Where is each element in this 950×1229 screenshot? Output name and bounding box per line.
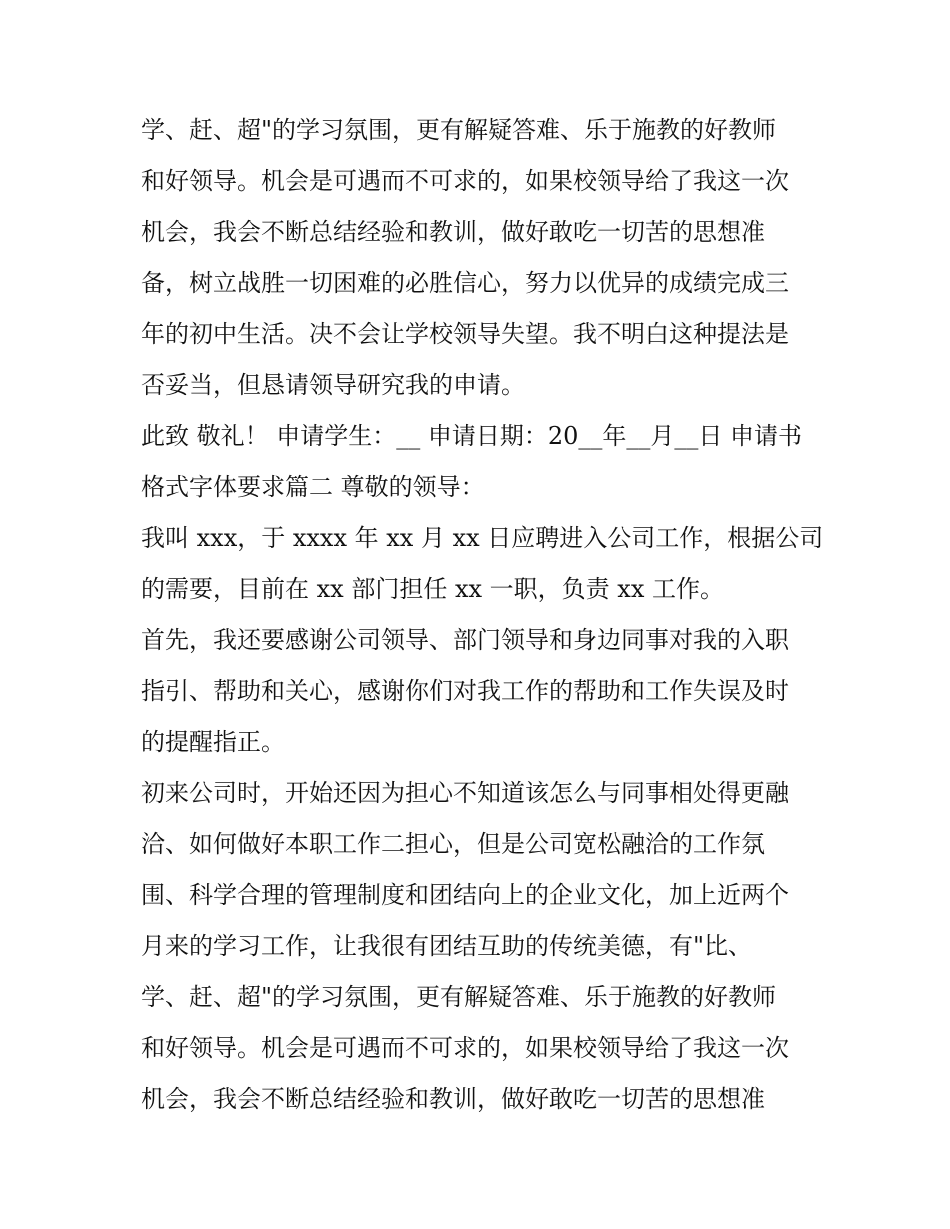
text-line: 学、赶、超"的学习氛围，更有解疑答难、乐于施教的好教师: [141, 116, 777, 144]
text-line: 此致 敬礼！ 申请学生：__ 申请日期：20__年__月__日 申请书: [141, 422, 803, 450]
text-line: 指引、帮助和关心，感谢你们对我工作的帮助和工作失误及时: [141, 677, 789, 705]
text-line: 学、赶、超"的学习氛围，更有解疑答难、乐于施教的好教师: [141, 983, 777, 1011]
text-line: 初来公司时，开始还因为担心不知道该怎么与同事相处得更融: [141, 779, 789, 807]
document-body: [141, 105, 824, 1125]
text-line: 年的初中生活。决不会让学校领导失望。我不明白这种提法是: [141, 320, 789, 348]
text-line: 我叫 xxx，于 xxxx 年 xx 月 xx 日应聘进入公司工作，根据公司: [141, 524, 824, 552]
text-line: 格式字体要求篇二 尊敬的领导：: [141, 473, 485, 501]
text-line: 首先，我还要感谢公司领导、部门领导和身边同事对我的入职: [141, 626, 789, 654]
text-line: 月来的学习工作，让我很有团结互助的传统美德，有"比、: [141, 932, 753, 960]
text-line: 否妥当，但恳请领导研究我的申请。: [141, 371, 525, 399]
text-line: 和好领导。机会是可遇而不可求的，如果校领导给了我这一次: [141, 167, 789, 195]
text-line: 洽、如何做好本职工作二担心，但是公司宽松融洽的工作氛: [141, 830, 765, 858]
text-line: 备，树立战胜一切困难的必胜信心，努力以优异的成绩完成三: [141, 269, 789, 297]
text-line: 机会，我会不断总结经验和教训，做好敢吃一切苦的思想准: [141, 218, 765, 246]
text-line: 和好领导。机会是可遇而不可求的，如果校领导给了我这一次: [141, 1034, 789, 1062]
text-line: 的提醒指正。: [141, 728, 285, 756]
text-line: 围、科学合理的管理制度和团结向上的企业文化，加上近两个: [141, 881, 789, 909]
text-line: 机会，我会不断总结经验和教训，做好敢吃一切苦的思想准: [141, 1085, 765, 1113]
text-line: 的需要，目前在 xx 部门担任 xx 一职，负责 xx 工作。: [141, 575, 724, 603]
